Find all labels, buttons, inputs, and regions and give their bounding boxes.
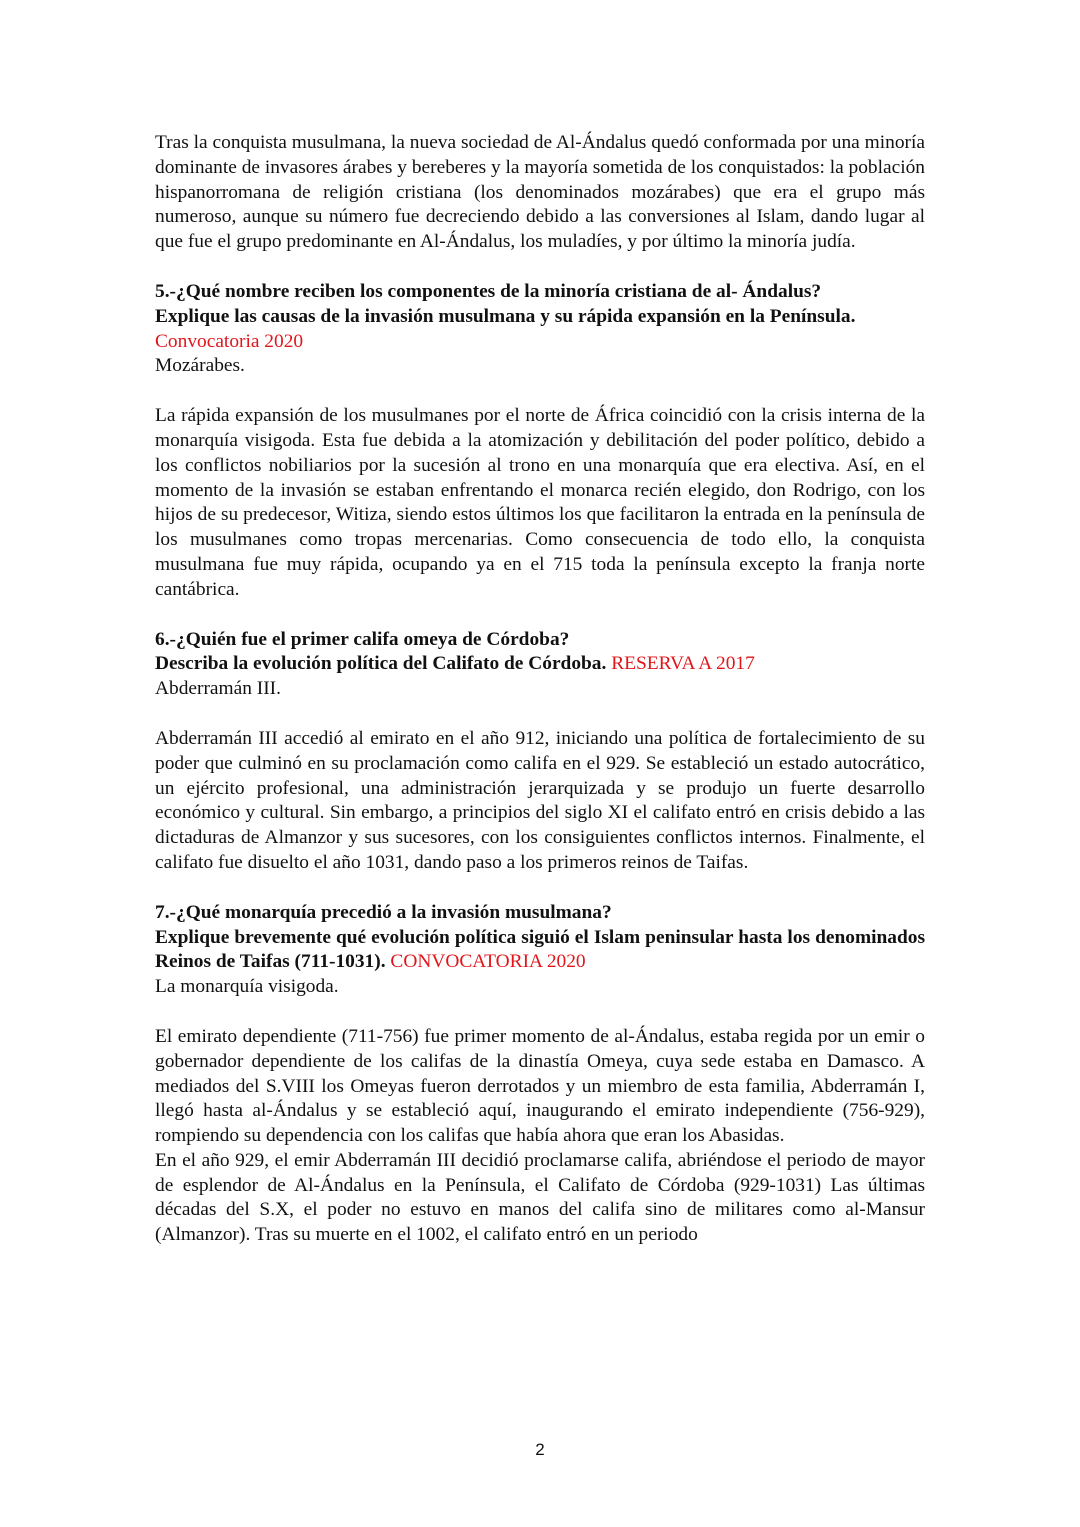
question-5-answer: La rápida expansión de los musulmanes por el norte de África coincidió con la crisis interna de la monarquía visigoda. Esta fue debida a la atomización y debilitación del poder político, debido a los conflictos nobiliarios por la sucesión al trono en una monarquía que era electiva. Así, en el momento de la invasión se estaban enfrentando el monarca recién elegido, don Rodrigo, con los hijos de su predecesor, Witiza, siendo estos últimos los que facilitaron la entrada en la península de los musulmanes como tropas mercenarias. Como consecuencia de todo ello, la conquista musulmana fue muy rápida, ocupando ya en el 715 toda la península excepto la franja norte cantábrica. xyxy=(155,405,925,600)
spacer xyxy=(155,1000,925,1025)
page-number: 2 xyxy=(535,1440,545,1459)
question-6-line2: Describa la evolución política del Califato de Córdoba. xyxy=(155,653,607,675)
question-7-line2: Explique brevemente qué evolución política siguió el Islam peninsular hasta los denominados Reinos de Taifas (711-1031). xyxy=(155,926,925,973)
question-7 xyxy=(155,901,925,1248)
question-5-title xyxy=(155,280,925,305)
question-5-line2: Explique las causas de la invasión musulmana y su rápida expansión en la Península. xyxy=(155,305,856,327)
spacer xyxy=(155,876,925,901)
question-7-title xyxy=(155,901,925,926)
question-6-line1: 6.-¿Quién fue el primer califa omeya de Córdoba? xyxy=(155,628,570,650)
question-7-prompt xyxy=(155,926,925,976)
question-5-short-answer: Mozárabes. xyxy=(155,355,245,377)
question-7-answer-1: El emirato dependiente (711-756) fue primer momento de al-Ándalus, estaba regida por un emir o gobernador dependiente de los califas de la dinastía Omeya, cuya sede estaba en Damasco. A mediados del S.VIII los Omeyas fueron derrotados y un miembro de esta familia, Abderramán I, llegó hasta al-Ándalus y se estableció aquí, inaugurando el emirato independiente (756-929), rompiendo su dependencia con los califas que había ahora que eran los Abasidas. xyxy=(155,1025,925,1147)
question-6-prompt xyxy=(155,652,925,677)
spacer xyxy=(155,603,925,628)
question-5 xyxy=(155,280,925,603)
question-7-tag: CONVOCATORIA 2020 xyxy=(390,951,586,973)
question-5-line1: 5.-¿Qué nombre reciben los componentes de la minoría cristiana de al- Ándalus? xyxy=(155,280,822,302)
question-6-title xyxy=(155,628,925,653)
question-5-prompt xyxy=(155,305,925,330)
question-5-tag: Convocatoria 2020 xyxy=(155,330,304,352)
spacer xyxy=(155,255,925,280)
intro-paragraph: Tras la conquista musulmana, la nueva sociedad de Al-Ándalus quedó conformada por una minoría dominante de invasores árabes y bereberes y la mayoría sometida de los conquistados: la población hispanorromana de religión cristiana (los denominados mozárabes) que era el grupo más numeroso, aunque su número fue decreciendo debido a las conversiones al Islam, dando lugar al que fue el grupo predominante en Al-Ándalus, los muladíes, y por último la minoría judía. xyxy=(155,132,926,253)
question-7-line1: 7.-¿Qué monarquía precedió a la invasión musulmana? xyxy=(155,901,612,923)
question-7-answer-2: En el año 929, el emir Abderramán III decidió proclamarse califa, abriéndose el periodo de mayor de esplendor de Al-Ándalus en la Península, el Califato de Córdoba (929-1031) Las últimas décadas del S.X, el poder no estuvo en manos del califa sino de militares como al-Mansur (Almanzor). Tras su muerte en el 1002, el califato entró en un periodo xyxy=(155,1149,925,1246)
question-6 xyxy=(155,628,925,876)
question-6-short-answer: Abderramán III. xyxy=(155,678,281,700)
question-7-short-answer: La monarquía visigoda. xyxy=(155,976,339,998)
spacer xyxy=(155,702,925,727)
question-6-tag: RESERVA A 2017 xyxy=(611,653,755,675)
document-page xyxy=(155,131,925,1248)
question-6-answer: Abderramán III accedió al emirato en el año 912, iniciando una política de fortalecimiento de su poder que culminó en su proclamación como califa en el 929. Se estableció un estado autocrático, un ejército profesional, una administración jerarquizada y se produjo un fuerte desarrollo económico y cultural. Sin embargo, a principios del siglo XI el califato entró en crisis debido a las dictaduras de Almanzor y sus sucesores, con los consiguientes conflictos internos. Finalmente, el califato fue disuelto el año 1031, dando paso a los primeros reinos de Taifas. xyxy=(155,727,925,873)
spacer xyxy=(155,379,925,404)
